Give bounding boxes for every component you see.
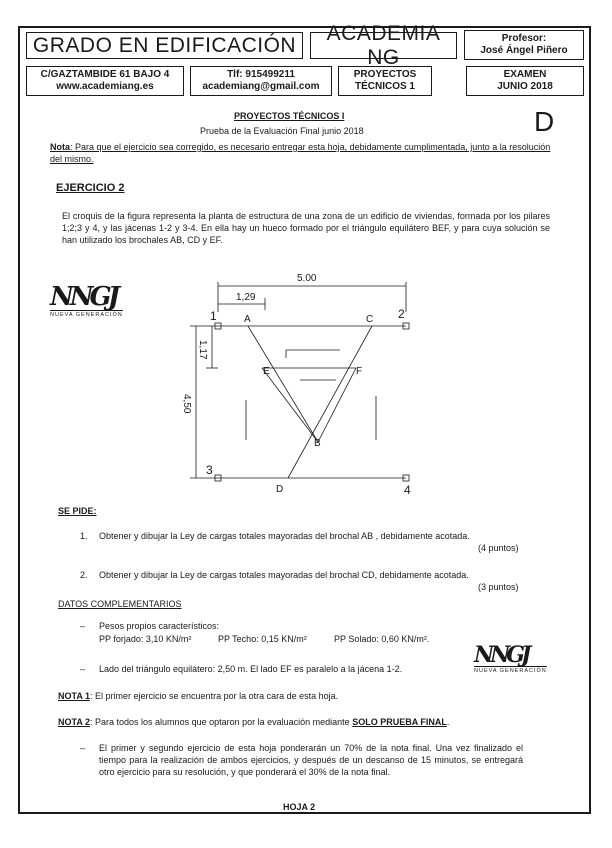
brochal-ab: [248, 326, 318, 442]
item-2-num: 2.: [80, 570, 88, 580]
pp-solado: PP Solado: 0,60 KN/m².: [334, 634, 430, 644]
nota2: [58, 716, 449, 728]
nota-label: Nota: [50, 142, 70, 152]
item-1-points: (4 puntos): [478, 543, 519, 553]
nota1-text: : El primer ejercicio se encuentra por la otra cara de esta hoja.: [90, 691, 339, 701]
label-dim-height: 4,50: [181, 394, 192, 414]
exam-line1: EXAMEN: [503, 69, 547, 80]
email[interactable]: academiang@gmail.com: [202, 81, 320, 92]
label-pillar-3: 3: [206, 463, 213, 477]
dash-3: –: [80, 743, 86, 753]
dash-2: –: [80, 664, 86, 674]
nota1-label: NOTA 1: [58, 691, 91, 701]
brochal-cd: [288, 326, 372, 478]
label-pillar-1: 1: [210, 309, 217, 323]
item-1-num: 1.: [80, 531, 88, 541]
logo-caption-right: NUEVA GENERACIÓN: [474, 668, 547, 674]
final-text: El primer y segundo ejercicio de esta hoja ponderarán un 70% de la nota final. Una vez finalizado el tiempo para la realización de ambos ejercicios, y después de un descanso de 15 minutos, se entregará otro ejercicio para su resolución, y que ponderará el 30% de la nota final.: [99, 743, 523, 777]
header-academy: ACADEMIA NG: [310, 32, 457, 59]
footer-page: HOJA 2: [283, 802, 316, 812]
label-b: B: [314, 438, 321, 449]
item-2-points: (3 puntos): [478, 582, 519, 592]
subject-line2: TÉCNICOS 1: [354, 81, 415, 92]
logo-nueva-generacion-right: [474, 644, 547, 674]
pp-forjado: PP forjado: 3,10 KN/m²: [99, 634, 192, 644]
exam-letter: D: [534, 106, 555, 137]
item-1-text: Obtener y dibujar la Ley de cargas totales mayoradas del brochal AB , debidamente acotada.: [99, 531, 470, 541]
exercise-title: EJERCICIO 2: [56, 182, 125, 194]
label-dim-total: 5.00: [297, 273, 317, 284]
label-pillar-2: 2: [398, 307, 405, 321]
subtitle: Prueba de la Evaluación Final junio 2018: [200, 126, 364, 136]
label-pillar-4: 4: [404, 483, 411, 497]
triangle-fb: [318, 368, 356, 442]
course-title: PROYECTOS TÉCNICOS I: [234, 111, 345, 121]
nota2-end: .: [446, 717, 450, 727]
address-line1: C/GAZTAMBIDE 61 BAJO 4: [40, 69, 170, 80]
item-2-text: Obtener y dibujar la Ley de cargas totales mayoradas del brochal CD, debidamente acotada.: [99, 570, 469, 580]
logo-mark: NNGJ: [50, 282, 117, 312]
nota1: [58, 690, 338, 702]
nota2-text: : Para todos los alumnos que optaron por la evaluación mediante: [90, 717, 353, 727]
address-line2[interactable]: www.academiang.es: [56, 81, 154, 92]
label-f: F: [356, 366, 363, 377]
subject-line1: PROYECTOS: [353, 69, 417, 80]
label-c: C: [366, 314, 374, 325]
datos-title: DATOS COMPLEMENTARIOS: [58, 599, 182, 609]
label-d: D: [276, 484, 284, 495]
logo-mark-right: NNGJ: [474, 642, 528, 668]
se-pide: SE PIDE:: [58, 506, 97, 516]
triangle-eb: [262, 368, 318, 442]
phone: Tlf: 915499211: [227, 69, 295, 80]
logo-caption: NUEVA GENERACIÓN: [50, 312, 123, 318]
label-dim-a: 1,29: [236, 292, 256, 303]
pesos-label: Pesos propios característicos:: [99, 621, 220, 631]
nota2-bold: SOLO PRUEBA FINAL: [352, 717, 447, 727]
profesor-name: José Ángel Piñero: [480, 45, 568, 56]
lado-text: Lado del triángulo equilátero: 2,50 m. El lado EF es paralelo a la jácena 1-2.: [99, 664, 403, 674]
label-dim-ef: 1,17: [197, 340, 208, 360]
nota2-label: NOTA 2: [58, 717, 91, 727]
profesor-label: Profesor:: [501, 33, 547, 44]
pp-techo: PP Techo: 0,15 KN/m²: [218, 634, 307, 644]
label-e: E: [263, 366, 270, 377]
exercise-text: El croquis de la figura representa la planta de estructura de una zona de un edificio de viviendas, formada por los pilares 1;2;3 y 4, y las jácenas 1-2 y 3-4. En ella hay un hueco formado por el triángulo equilátero BEF, y para cuya solución se han utilizado los brochales AB, CD y EF.: [62, 211, 550, 245]
nota-text: : Para que el ejercicio sea corregido, es necesario entregar esta hoja, debidamente cumplimentada, junto a la resolución del mismo.: [50, 142, 551, 164]
label-a: A: [244, 314, 251, 325]
header-title: GRADO EN EDIFICACIÓN: [26, 32, 303, 59]
dash-1: –: [80, 621, 86, 631]
exam-line2: JUNIO 2018: [497, 81, 553, 92]
